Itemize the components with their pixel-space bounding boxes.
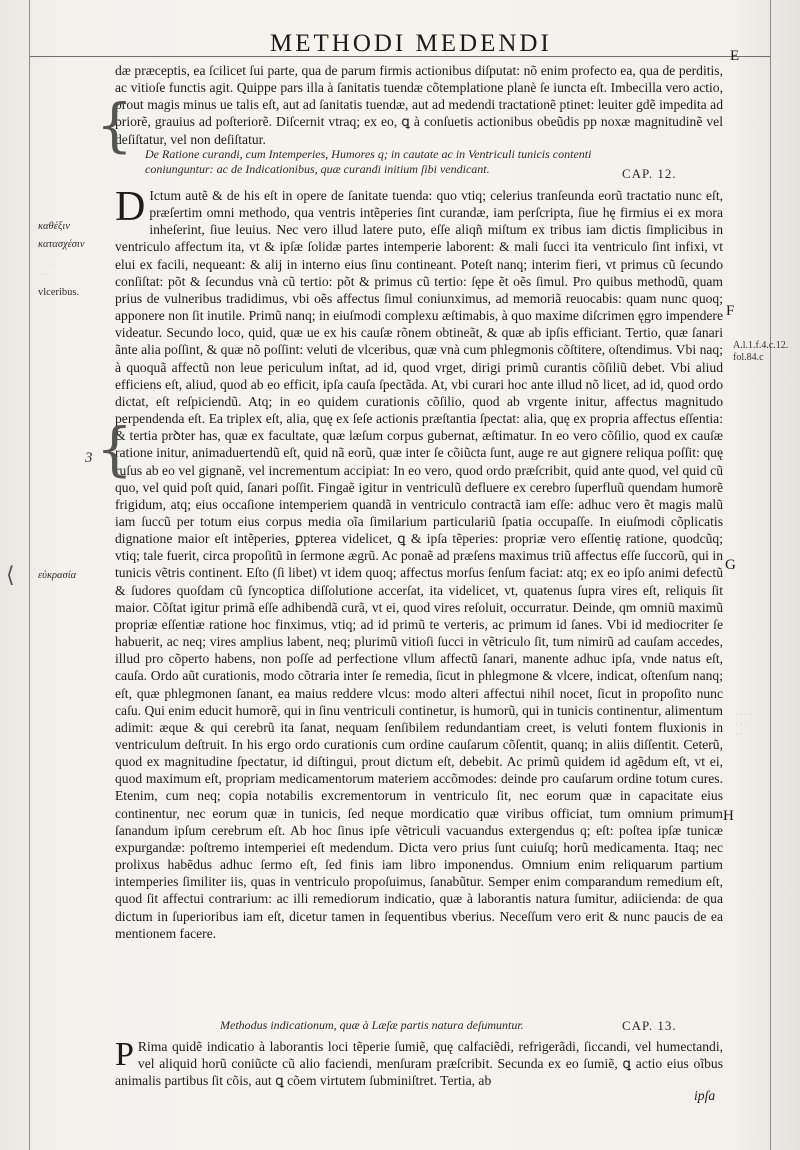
- drop-cap-p: P: [115, 1036, 134, 1073]
- top-paragraph: [115, 62, 723, 148]
- chapter-12-rubric: [145, 147, 605, 177]
- main-paragraph-text: Ictum autẽ & de his eſt in opere de ſanitate tuenda: quo vtiq; celerius tranſeunda eorũ tractatio nunc eſt, præſertim omni methodo, qua ventris intẽperies ſint curandæ, iam perſcripta, ſiue hę firmius ei ex mora inheſerint, ſiue leuius. Nec vero illud latere puto, eſſe aliqñ miſtum ex tribus iam dictis ſimplicibus in ventriculo affectum ita, vt & ipſæ ſolidæ partes intemperie laborent: & mali ſucci ita ventriculo ſint infixi, vt elui ex facili, nequeant: & alij in interno eius ſinu contineant. Poteſt nanq; interim fieri, vt primus cũ ſecundo conſiſtat: põt & ſecundus vnà cũ tertio: põt & primus cũ tertio: ſępe ẽt oẽs ſimul. Pro quibus methodũ, quam prius de vulneribus tradidimus, vbi oẽs affectus ſimul coniunximus, ad memoriã reuocabis: quam nunc quoq; apponere non ſit inutile. Primũ nanq; in eiuſmodi complexu æſtimabis, à quo maxime diſcrimen ęgro impendere videatur. Secundo loco, quid, quæ ue ex his cauſæ rõnem obtineãt, & quæ ab ipſis efficiant. Tertio, quæ ſanari ãnte alia poſſint, & quæ nõ poſſint: veluti de vlceribus, quæ vnà cum phlegmonis cõſtitere, oſtendimus. Vbi naq; à quoquã affectũ non leue periculum inſtat, ad id, quod vrget, dirigi primũ curantis cõſiliũ debet. Vbi aliud efficiens eſt, aliud, quod ab eo efficit, ipſa cauſa ſpectãda. At, vbi curari hoc ante illud nõ licet, ad id, quod ordo dictat, eſt reſpiciendũ. Atq; in eo quidem curationis cõſilio, quod ab vrgente initur, affectus magnitudo perpendenda eſt. Ea triplex eſt, alia, quę ex ſeſe actionis præſtantia ſpectat: alia, quę ex propria affectus eſſentia: & tertia prꝺter has, quæ ex facultate, quæ læſum corpus gubernat, æſtimatur. In eo vero cõſilio, quod ex cauſæ ratione initur, animaduertendũ eſt, quid nã eorũ, quæ inter ſe cõiũcta ſunt, auge re aut gignere reliqua poſſit: quę ruſus ab eo vel gignanẽ, vel incrementum accipiat: In eo vero, quod ordo præſcribit, quid ante quod, vel quid cũ quo, vel quid poſt quid, ſanari poſſit. Fingaẽ igitur in ventriculũ defluere ex cerebro ſuperfluũ quendam humorẽ frigidum, atq; eius occaſione intemperiem quandã in ventriculo contractã iam eſſe: adhuc vero ẽt magis malũ iam ſuccũ per totum eius corpus media oĩa ſimilarium particulariũ ſpatia occupaſſe. In eiuſmodi cõplicatis dignatione maior eſt intẽperies, ꝑpterea videlicet, ꝗ & ipſa tẽperies: propriæ vero eſſentię ratione, quodcũq; vtiq; tale fuerit, circa propoſitũ in ſermone ægrũ. Ac ponaẽ ad præſens maximus triũ affectus eſſe ſuccorũ, qui in tunicis vẽtris continent. Eſto (ſi libet) vt idem quoq; affectus morſus ſenſum faciat: atq; ex eo ipſo animi defectũ & ſudores quoſdam cũ ſyncoptica diſſolutione accerſat, ita videlicet, vt, quatenus ſupra vires eſt, reliquis ſit maior. Cõſtat igitur primã eſſe adhibendã curã, vt ei, quod vires reſoluit, occurratur. Deinde, qm omniũ maximũ propriæ eſſentiæ ratione hoc finximus, vtiq; ad id primũ te verteris, ac primum id ſanes. Vbi id mediocriter ſe habuerit, ac neq; vires amplius labent, neq; plurimũ vitioſi ſucci in vẽtriculo ſit, tum nimirũ ad cauſam accedes, illud pro cõperto habens, non poſſe ad perfectione vllum affectũ ſanari, manente adhuc ipſa, vnde natus eſt, cauſa. Ordo aũt curationis, modo cõtraria inter ſe remedia, ſicut in phlegmone & vlcere, indicat, oſtenſum nanq; eſt, quæ phlegmonen ſanant, ea maius reddere vlcus: modo alteri affectui nihil nocet, ſicut in propoſito nunc caſu. Qui enim educit humorẽ, qui in ſinu ventriculi continetur, is humorũ, qui in tunicis continentur, alimentum adimit: æque & qui cerebrũ ita ſanat, nequam ſenſibilem redundantiam creet, is veluti fontem fluxionis in ventriculum deſtruit. In his ergo ordo curationis cum ordine cauſarum cõſentit, quanq; in aliis diſſentit. Ceterũ, quod ex magnitudine ſpectatur, id diſtingui, prout dictum eſt, debebit. Ac primũ quidem id agẽdum eſt, vt ei, quod maximum eſt, propriam medicamentorum materiem accõmodes: deinde pro cauſarum ordine totum cures. Etenim, cum neq; copia notabilis excrementorum in ventriculo ſit, nec eorum quæ in capacitate eius continentur, nec eorum quæ in tunicis, ſed neque mordicatio quæ viribus officiat, tum omnium primum ſanandum ipſum cerebrum eſt. Ab hoc ſinus ipſe vẽtriculi vacuandus extergendus q; eſt: poſtea ipſæ tunicæ expurgandæ: poſtremo intemperiei eſt medendum. Dicta vero prius ſunt cuiuſq; horũ medicamenta. Itaq; nec prolixus habẽdus adhuc ſermo eſt, ſed finis iam libro imponendus. Omnium enim reliquarum partium intemperies ſimiliter iis, quas in ventriculo propoſuimus, ſanabũtur. Semper enim comparandum remedium eſt, quod ſit affectui contrarium: ac illi remediorum indicatio, quæ à laborantis natura ſumitur, adiicienda: de qua dictum in ſuperioribus iam eſt, dicetur tamen in ſequentibus vberius. Neceſſum vero erit & nunc paucis de ea mentionem facere.: [115, 188, 723, 941]
- left-margin-rule: [29, 0, 30, 1150]
- chapter-13-rubric: Methodus indicationum, quæ à Læſæ partis natura deſumuntur.: [220, 1018, 524, 1032]
- bleed-through-right: · · · · · · · · ·: [735, 710, 752, 739]
- chapter-12-label: CAP. 12.: [622, 166, 677, 181]
- margin-gloss-4: εὐκρασία: [38, 570, 77, 581]
- margin-gloss-1: καθέξιν: [38, 221, 70, 232]
- main-paragraph: [115, 184, 723, 942]
- chapter-12-rubric-text: De Ratione curandi, cum Intemperies, Humores q; in cautate ac in Ventriculi tunicis contenti coniunguntur: ac de Indicationibus, quæ curandi initium ſibi vendicant.: [145, 147, 592, 176]
- margin-letter-e: E: [730, 48, 740, 64]
- chapter-13-label: CAP. 13.: [622, 1018, 677, 1033]
- margin-number: 3: [85, 450, 93, 466]
- margin-letter-h: H: [723, 808, 734, 824]
- right-margin-rule: [770, 0, 771, 1150]
- top-paragraph-text: dæ præceptis, ea ſcilicet ſui parte, qua de parum firmis actionibus diſputat: nõ enim profecto ea, qua de perditis, ac vitioſe functis agit. Quippe pars illa à ſanitatis tuendæ cõtemplatione planè ſe iuncta eſt. Imbecilla vero actio, prout magis minus ue talis eſt, aut ad ſanitatis tuendæ, aut ad medendi tractationẽ ptinet: leuiter gdẽ impedita ad priorẽ, grauius ad poſteriorẽ. Diſcernit vtraq; ex eo, ꝗ à conſuetis actionibus obeũdis pp noxæ magnitudinẽ vel deſiſtatur, vel non deſiſtatur.: [115, 63, 723, 147]
- margin-letter-f: F: [726, 303, 735, 319]
- right-margin-note: A.l.1.f.4.c.12. fol.84.c: [733, 340, 789, 363]
- margin-letter-g: G: [725, 557, 736, 573]
- bottom-paragraph-text: Rima quidẽ indicatio à laborantis loci tẽperie ſumiẽ, quę calfaciẽdi, refrigerãdi, ſiccandi, vel humectandi, vel aliquid horũ coniũcte cũ alio faciendi, menſuram præſcribit. Secunda ex eo ſumiẽ, ꝗ actio eius oĩbus animalis partibus ſit cõis, aut ꝗ cõem virtutem ſubminiſtret. Tertia, ab: [115, 1039, 723, 1089]
- margin-gloss-2: κατασχέσιν: [38, 239, 85, 250]
- bottom-paragraph: [115, 1038, 723, 1089]
- page-title: METHODI MEDENDI: [270, 30, 552, 57]
- margin-gloss-3: vlceribus.: [38, 287, 80, 298]
- drop-cap-d: D: [115, 184, 146, 230]
- margin-arrow-icon: ⟨: [6, 562, 15, 587]
- margin-brace-middle: {: [96, 415, 133, 483]
- margin-brace-top: {: [96, 91, 133, 159]
- bleed-through-left: · · · · · ·: [40, 260, 57, 279]
- catchword: ipſa: [694, 1088, 716, 1103]
